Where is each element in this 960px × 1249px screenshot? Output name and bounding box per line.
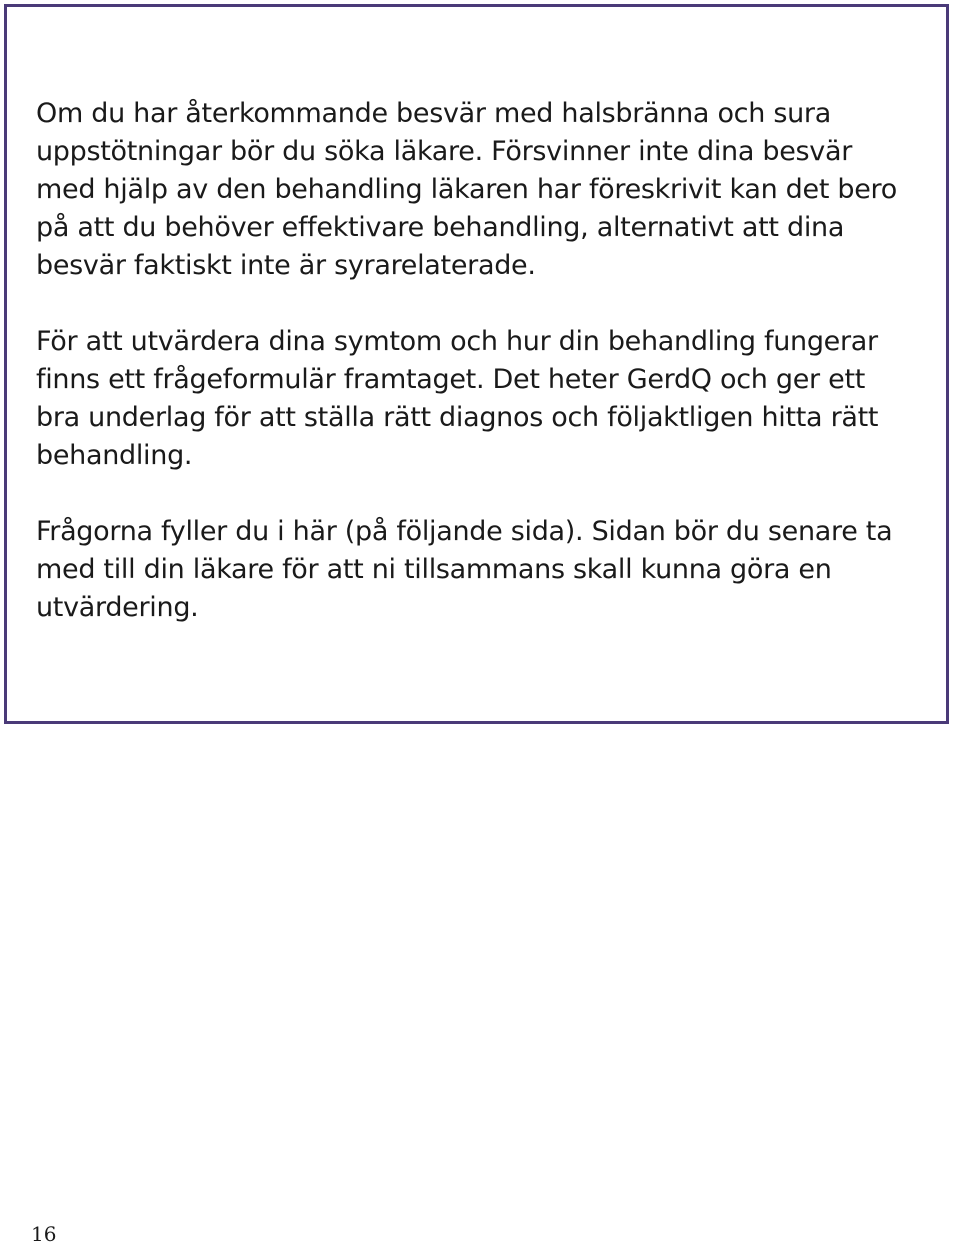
paragraph-questionnaire: För att utvärdera dina symtom och hur din behandling fungerar finns ett frågeformulär framtaget. Det heter GerdQ och ger ett bra underlag för att ställa rätt diagnos och följaktligen hitta rätt behandling. (36, 326, 879, 471)
info-box-content (36, 95, 916, 627)
paragraph-instructions: Frågorna fyller du i här (på följande sida). Sidan bör du senare ta med till din läkare för att ni tillsammans skall kunna göra en utvärdering. (36, 516, 893, 623)
page-number: 16 (31, 1222, 57, 1246)
paragraph-symptoms: Om du har återkommande besvär med halsbränna och sura uppstötningar bör du söka läkare. Försvinner inte dina besvär med hjälp av den behandling läkaren har föreskrivit kan det bero på att du behöver effektivare behandling, alternativt att dina besvär faktiskt inte är syrarelaterade. (36, 98, 897, 281)
